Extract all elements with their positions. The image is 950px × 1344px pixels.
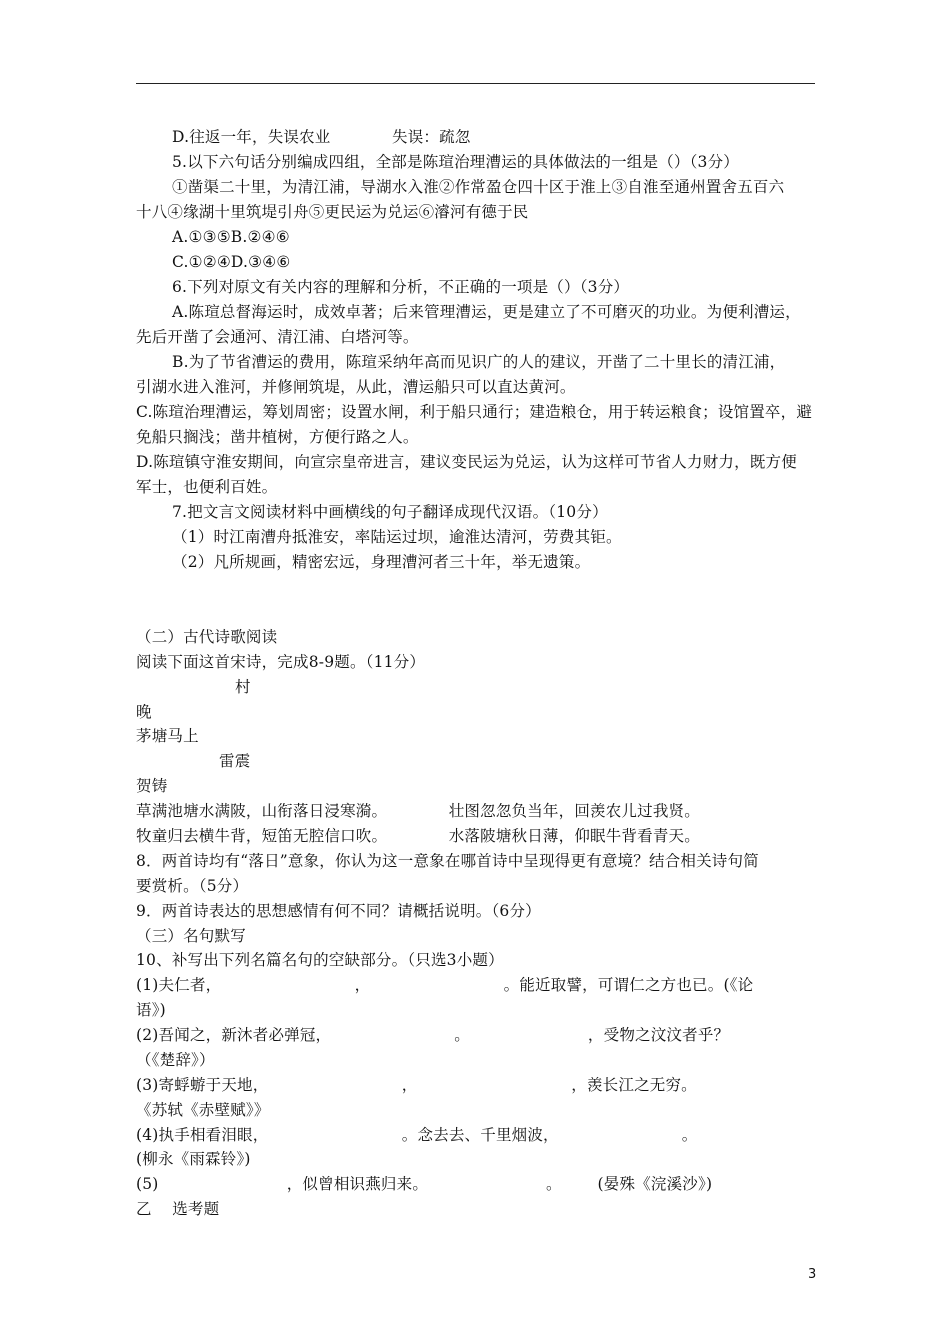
q5-sentences-line1: ①凿渠二十里，为清江浦，导湖水入淮②作常盈仓四十区于淮上③自淮至通州置舍五百六 bbox=[172, 178, 785, 196]
page-number: 3 bbox=[808, 1267, 817, 1282]
poem-line-2: 牧童归去横牛背，短笛无腔信口吹。 水落陂塘秋日薄，仰眠牛背看青天。 bbox=[136, 827, 700, 845]
q9: 9．两首诗表达的思想感情有何不同？请概括说明。（6分） bbox=[136, 902, 541, 920]
q6-option-c-line2: 免船只搁浅；凿井植树，方便行路之人。 bbox=[136, 428, 419, 446]
q10-item4-line1: (4)执手相看泪眼， 。念去去、千里烟波， 。 bbox=[136, 1126, 698, 1144]
q10-item2-line1: (2)吾闻之，新沐者必弹冠， 。 ，受物之汶汶者乎？ bbox=[136, 1026, 730, 1044]
q6-option-d-line1: D.陈瑄镇守淮安期间，向宣宗皇帝进言，建议变民运为兑运，认为这样可节省人力财力，既方便 bbox=[136, 453, 797, 471]
poem-author-part-1: 雷震 bbox=[219, 752, 251, 770]
q10-item1-line2: 语》) bbox=[136, 1001, 166, 1019]
q6-option-b-line2: 引湖水进入淮河，并修闸筑堤，从此，漕运船只可以直达黄河。 bbox=[136, 378, 576, 396]
q5-sentences-line2: 十八④缘湖十里筑堤引舟⑤更民运为兑运⑥濬河有德于民 bbox=[136, 203, 529, 221]
q6-stem: 6.下列对原文有关内容的理解和分析，不正确的一项是（）（3分） bbox=[172, 278, 630, 296]
poem-title-char-2: 晚 bbox=[136, 703, 152, 721]
q8-line2: 要赏析。（5分） bbox=[136, 877, 249, 895]
poem-line-1: 草满池塘水满陂，山衔落日浸寒漪。 壮图忽忽负当年，回羡农儿过我贤。 bbox=[136, 802, 700, 820]
q4-option-d: D.往返一年，失误农业 失误：疏忽 bbox=[172, 128, 471, 146]
q10-item5: (5) ，似曾相识燕归来。 。 (晏殊《浣溪沙》) bbox=[136, 1175, 713, 1193]
section2-heading: （二）古代诗歌阅读 bbox=[136, 628, 278, 646]
q7-sentence-1: （1）时江南漕舟抵淮安，率陆运过坝，逾淮达清河，劳费其钜。 bbox=[172, 528, 622, 546]
q7-stem: 7.把文言文阅读材料中画横线的句子翻译成现代汉语。（10分） bbox=[172, 503, 608, 521]
q10-item3-line2: 《苏轼《赤壁赋》》 bbox=[136, 1101, 270, 1119]
q10-item2-line2: （《楚辞》） bbox=[136, 1051, 215, 1069]
section2-intro: 阅读下面这首宋诗，完成8-9题。（11分） bbox=[136, 653, 426, 671]
q10-item3-line1: (3)寄蜉蝣于天地， ， ，羡长江之无穷。 bbox=[136, 1076, 697, 1094]
section3-heading: （三）名句默写 bbox=[136, 927, 246, 945]
section-yi-heading: 乙 选考题 bbox=[136, 1200, 220, 1218]
header-rule bbox=[136, 83, 815, 84]
poem-title-char-1: 村 bbox=[235, 678, 251, 696]
q5-options-ab: A.①③⑤B.②④⑥ bbox=[172, 228, 290, 246]
q10-item1-line1: (1)夫仁者， ， 。能近取譬，可谓仁之方也已。(《论 bbox=[136, 976, 754, 994]
q8-line1: 8．两首诗均有“落日”意象，你认为这一意象在哪首诗中呈现得更有意境？结合相关诗句简 bbox=[136, 852, 759, 870]
poem-title-char-3: 茅塘马上 bbox=[136, 727, 199, 745]
q5-options-cd: C.①②④D.③④⑥ bbox=[172, 253, 291, 271]
q6-option-a-line2: 先后开凿了会通河、清江浦、白塔河等。 bbox=[136, 328, 419, 346]
q5-stem: 5.以下六句话分别编成四组，全部是陈瑄治理漕运的具体做法的一组是（）（3分） bbox=[172, 153, 740, 171]
q6-option-c-line1: C.陈瑄治理漕运，筹划周密；设置水闸，利于船只通行；建造粮仓，用于转运粮食；设馆置卒，避 bbox=[136, 403, 813, 421]
q6-option-a-line1: A.陈瑄总督海运时，成效卓著；后来管理漕运，更是建立了不可磨灭的功业。为便利漕运， bbox=[172, 303, 801, 321]
q6-option-d-line2: 军士，也便利百姓。 bbox=[136, 478, 278, 496]
poem-author-part-2: 贺铸 bbox=[136, 777, 168, 795]
q10-stem: 10、补写出下列名篇名句的空缺部分。（只选3小题） bbox=[136, 951, 504, 969]
q7-sentence-2: （2）凡所规画，精密宏远，身理漕河者三十年，举无遗策。 bbox=[172, 553, 591, 571]
q10-item4-line2: (柳永《雨霖铃》) bbox=[136, 1150, 251, 1168]
q6-option-b-line1: B.为了节省漕运的费用，陈瑄采纳年高而见识广的人的建议，开凿了二十里长的清江浦， bbox=[172, 353, 786, 371]
